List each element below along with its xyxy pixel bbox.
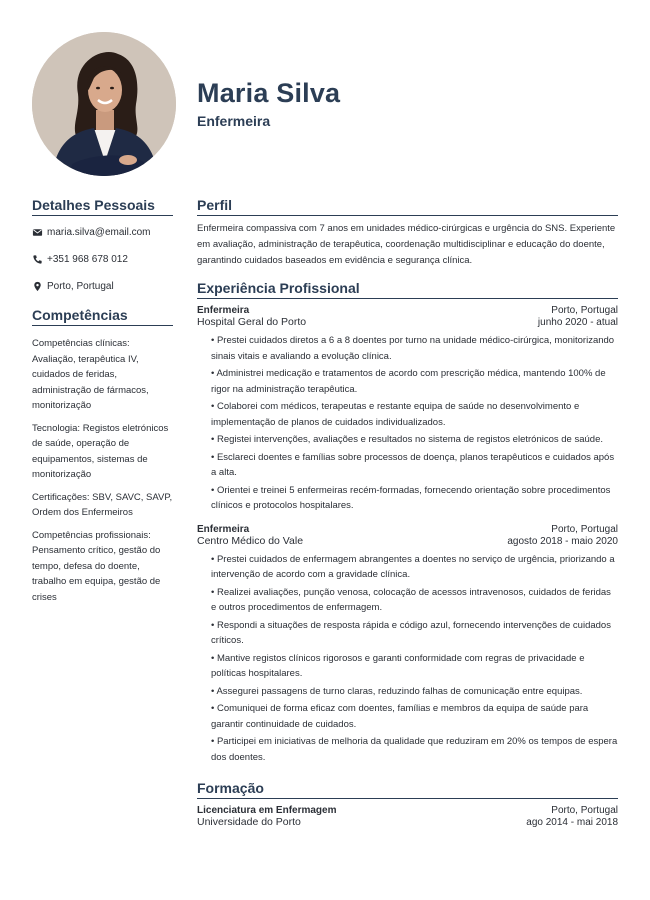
phone-icon bbox=[32, 254, 43, 265]
left-column bbox=[32, 197, 173, 612]
personal-details-heading: Detalhes Pessoais bbox=[32, 197, 173, 216]
job-title: Enfermeira bbox=[197, 305, 250, 316]
profile-photo bbox=[32, 32, 176, 176]
education-heading: Formação bbox=[197, 780, 618, 799]
location-text: Porto, Portugal bbox=[47, 281, 114, 292]
job-dates: agosto 2018 - maio 2020 bbox=[507, 535, 618, 547]
education-dates: ago 2014 - mai 2018 bbox=[526, 817, 618, 828]
degree-title: Licenciatura em Enfermagem bbox=[197, 805, 337, 816]
experience-heading: Experiência Profissional bbox=[197, 280, 618, 299]
skill-item: Competências profissionais: Pensamento crítico, gestão do tempo, defesa do doente, trabalho em equipa, gestão de crises bbox=[32, 529, 161, 603]
job-bullet: • Esclareci doentes e famílias sobre processos de doença, planos terapêuticos e cuidados após a alta. bbox=[211, 450, 618, 481]
education-entry bbox=[197, 805, 618, 828]
job-bullet: • Realizei avaliações, punção venosa, colocação de acessos intravenosos, cuidados de feridas e outros procedimentos de enfermagem. bbox=[211, 585, 618, 616]
job-organization: Centro Médico do Vale bbox=[197, 534, 304, 547]
contact-phone[interactable] bbox=[32, 253, 173, 266]
email-text: maria.silva@email.com bbox=[47, 227, 151, 238]
job-bullet: • Orientei e treinei 5 enfermeiras recém-formadas, fornecendo orientação sobre procedimentos clínicos e protocolos hospitalares. bbox=[211, 483, 618, 514]
job-bullet: • Administrei medicação e tratamentos de acordo com prescrição médica, mantendo 100% de rigor na administração terapêutica. bbox=[211, 366, 618, 397]
skill-item: Competências clínicas: Avaliação, terapêutica IV, cuidados de feridas, administração de fármacos, monitorização bbox=[32, 338, 149, 411]
job-organization: Hospital Geral do Porto bbox=[197, 316, 307, 328]
location-pin-icon bbox=[32, 281, 43, 292]
job-bullet: • Participei em iniciativas de melhoria da qualidade que reduziram em 20% os tempos de espera dos doentes. bbox=[211, 734, 618, 765]
school-name: Universidade do Porto bbox=[197, 816, 301, 828]
skills-heading: Competências bbox=[32, 307, 173, 326]
skill-item: Certificações: SBV, SAVC, SAVP, Ordem dos Enfermeiros bbox=[32, 491, 173, 518]
email-icon bbox=[32, 227, 43, 238]
skill-item: Tecnologia: Registos eletrónicos de saúde, operação de equipamentos, sistemas de monitorização bbox=[32, 422, 169, 480]
job-entry bbox=[197, 305, 618, 514]
job-entry bbox=[197, 524, 618, 766]
education-location: Porto, Portugal bbox=[551, 805, 618, 816]
job-dates: junho 2020 - atual bbox=[537, 317, 618, 328]
job-location: Porto, Portugal bbox=[551, 523, 618, 535]
contact-location bbox=[32, 280, 173, 293]
candidate-name: Maria Silva bbox=[197, 78, 341, 108]
profile-summary: Enfermeira compassiva com 7 anos em unidades médico-cirúrgicas e urgência do SNS. Experiente em avaliação, administração de terapêutica, coordenação multidisciplinar e educação do doente, garantindo cuidados baseados em evidência e segurança clínica. bbox=[197, 223, 616, 266]
job-location: Porto, Portugal bbox=[551, 305, 618, 316]
portrait-photo-icon bbox=[32, 32, 176, 176]
job-bullet: • Colaborei com médicos, terapeutas e restante equipa de saúde no desenvolvimento e implementação de planos de cuidados individualizados. bbox=[211, 399, 618, 430]
contact-email[interactable] bbox=[32, 226, 173, 239]
phone-text: +351 968 678 012 bbox=[47, 254, 128, 265]
job-bullet: • Registei intervenções, avaliações e resultados no sistema de registos eletrónicos de saúde. bbox=[211, 432, 618, 448]
job-bullet: • Prestei cuidados de enfermagem abrangentes a doentes no serviço de urgência, priorizando a intervenção de acordo com a gravidade clínica. bbox=[211, 552, 618, 583]
job-bullet: • Prestei cuidados diretos a 6 a 8 doentes por turno na unidade médico-cirúrgica, monitorizando sinais vitais e avaliando a evolução clínica. bbox=[211, 333, 618, 364]
job-bullet: • Mantive registos clínicos rigorosos e garanti conformidade com regras de privacidade e políticas hospitalares. bbox=[211, 651, 618, 682]
job-bullets bbox=[197, 333, 618, 514]
candidate-title: Enfermeira bbox=[197, 113, 271, 129]
job-bullet: • Respondi a situações de resposta rápida e código azul, fornecendo intervenções de cuidados críticos. bbox=[211, 618, 618, 649]
job-bullets bbox=[197, 552, 618, 766]
job-title: Enfermeira bbox=[197, 523, 250, 535]
job-bullet: • Assegurei passagens de turno claras, reduzindo falhas de comunicação entre equipas. bbox=[211, 684, 618, 700]
profile-heading: Perfil bbox=[197, 197, 618, 216]
right-column bbox=[197, 197, 618, 828]
job-bullet: • Comuniquei de forma eficaz com doentes, famílias e membros da equipa de saúde para garantir continuidade de cuidados. bbox=[211, 701, 618, 732]
